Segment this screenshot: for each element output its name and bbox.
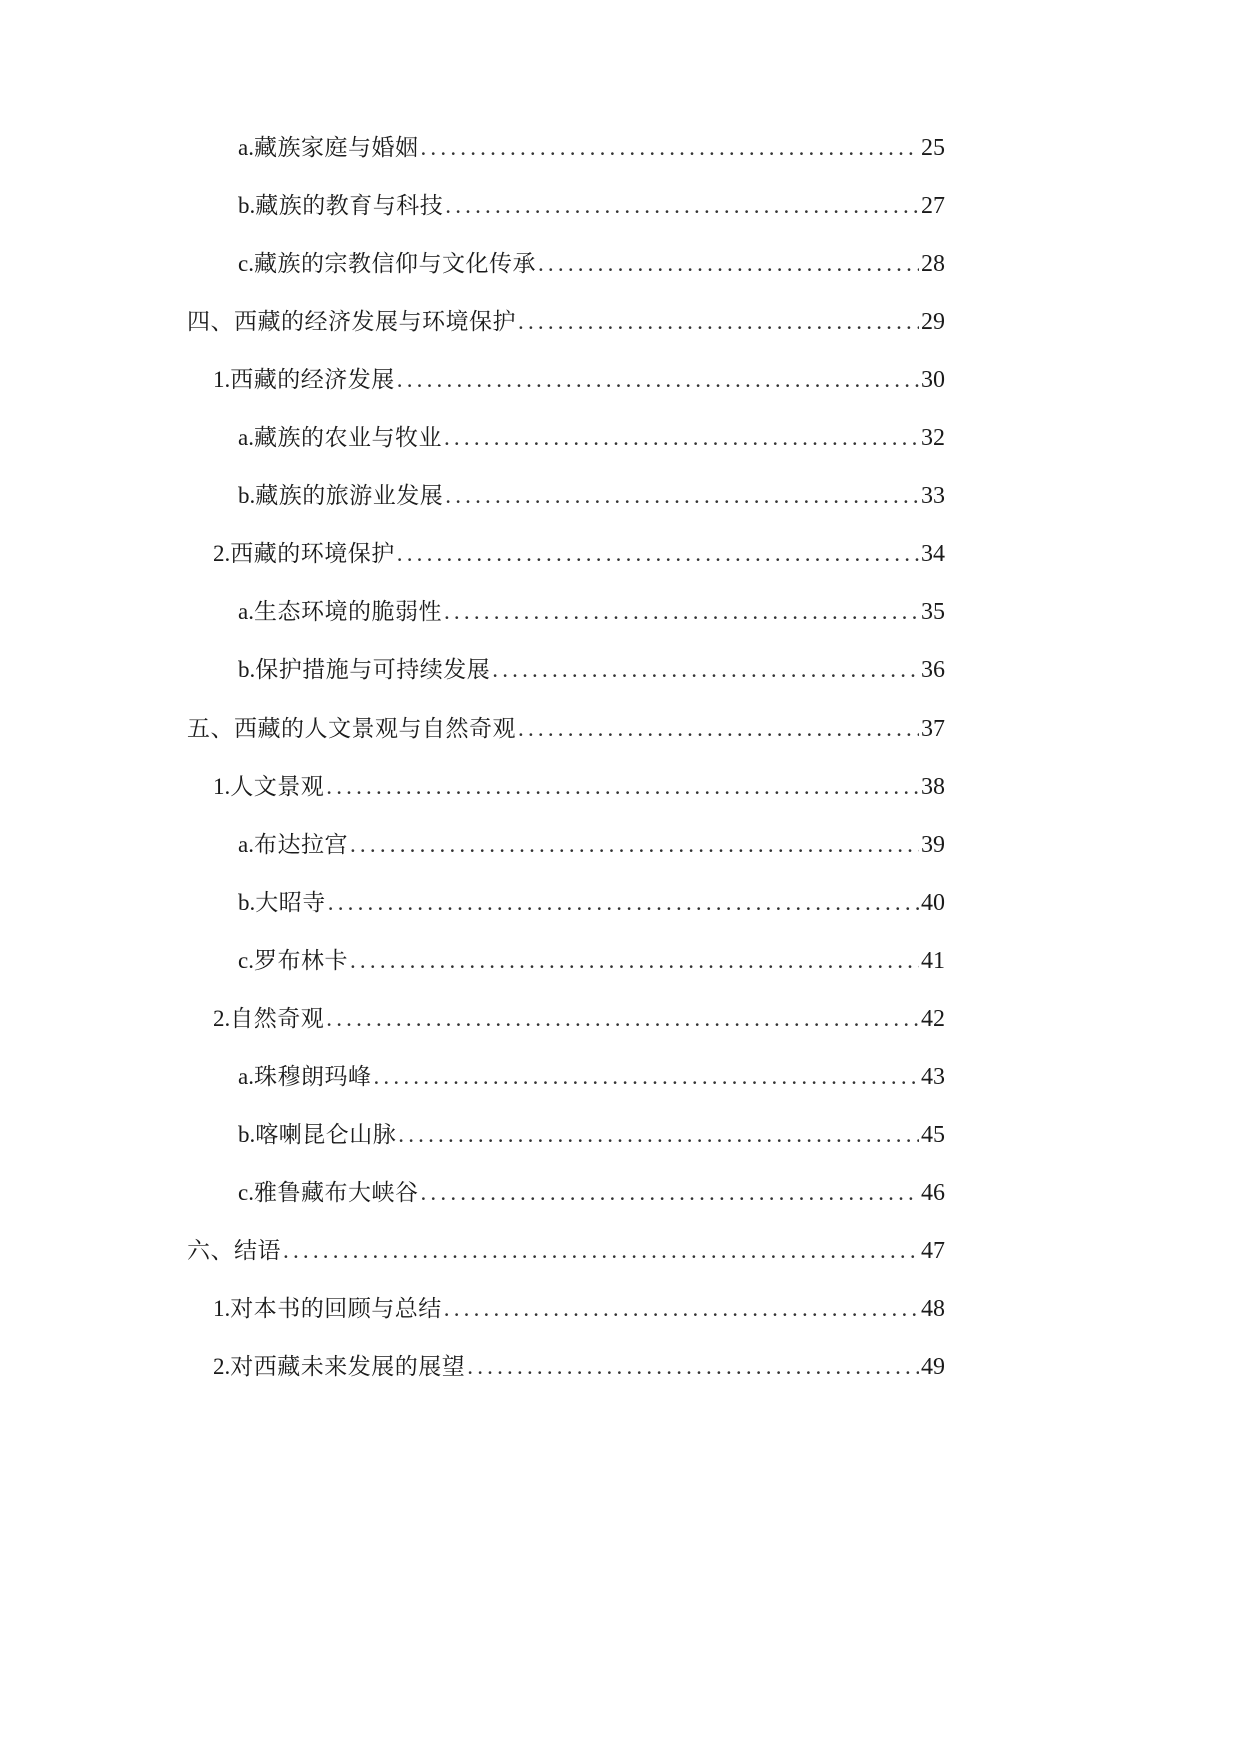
toc-dot-leader <box>445 476 919 516</box>
toc-page-number: 43 <box>921 1064 945 1090</box>
toc-page-number: 46 <box>921 1180 945 1206</box>
toc-subsection-entry[interactable] <box>238 592 945 632</box>
toc-page-number: 36 <box>921 657 945 683</box>
toc-entry-title: 四、西藏的经济发展与环境保护 <box>187 309 516 335</box>
toc-entry-marker: b. <box>238 890 256 915</box>
toc-section-entry[interactable] <box>213 999 945 1039</box>
toc-subsection-entry[interactable] <box>238 128 945 168</box>
toc-dot-leader <box>444 418 919 458</box>
toc-page-number: 33 <box>921 483 945 509</box>
toc-page-number: 32 <box>921 425 945 451</box>
toc-entry-marker: b. <box>238 483 256 508</box>
toc-dot-leader <box>420 1173 919 1213</box>
toc-page-number: 39 <box>921 832 945 858</box>
toc-page-number: 37 <box>921 716 945 742</box>
toc-page-number: 48 <box>921 1296 945 1322</box>
toc-entry-title: 保护措施与可持续发展 <box>255 657 491 683</box>
toc-page-number: 49 <box>921 1354 945 1380</box>
toc-entry-marker: 1. <box>213 367 231 392</box>
toc-entry-title: 对本书的回顾与总结 <box>230 1296 442 1322</box>
toc-chapter-entry[interactable] <box>187 302 945 342</box>
toc-entry-marker: 2. <box>213 1354 231 1379</box>
toc-page-number: 34 <box>921 541 945 567</box>
toc-subsection-entry[interactable] <box>238 825 945 865</box>
toc-entry-marker: a. <box>238 135 254 160</box>
toc-dot-leader <box>397 534 919 574</box>
toc-dot-leader <box>283 1231 919 1271</box>
toc-entry-marker: 1. <box>213 1296 231 1321</box>
toc-entry-title: 自然奇观 <box>230 1006 325 1032</box>
toc-subsection-entry[interactable] <box>238 1057 945 1097</box>
toc-subsection-entry[interactable] <box>238 941 945 981</box>
toc-page-number: 28 <box>921 251 945 277</box>
toc-dot-leader <box>420 128 919 168</box>
toc-dot-leader <box>326 999 919 1039</box>
toc-entry-marker: 2. <box>213 541 231 566</box>
toc-entry-marker: 2. <box>213 1006 231 1031</box>
toc-entry-title: 藏族的农业与牧业 <box>253 425 442 451</box>
toc-chapter-entry[interactable] <box>187 1231 945 1271</box>
toc-subsection-entry[interactable] <box>238 650 945 690</box>
toc-subsection-entry[interactable] <box>238 418 945 458</box>
toc-dot-leader <box>492 650 919 690</box>
toc-subsection-entry[interactable] <box>238 244 945 284</box>
toc-entry-marker: 1. <box>213 774 231 799</box>
toc-page-number: 35 <box>921 599 945 625</box>
toc-dot-leader <box>518 302 919 342</box>
toc-page-number: 40 <box>921 890 945 916</box>
toc-dot-leader <box>398 1115 919 1155</box>
toc-dot-leader <box>467 1347 919 1387</box>
toc-subsection-entry[interactable] <box>238 186 945 226</box>
toc-entry-title: 喀喇昆仑山脉 <box>255 1122 397 1148</box>
toc-entry-marker: a. <box>238 425 254 450</box>
toc-dot-leader <box>445 186 919 226</box>
toc-dot-leader <box>444 1289 919 1329</box>
toc-page-number: 29 <box>921 309 945 335</box>
toc-page-number: 45 <box>921 1122 945 1148</box>
toc-subsection-entry[interactable] <box>238 476 945 516</box>
toc-entry-marker: a. <box>238 599 254 624</box>
toc-dot-leader <box>538 244 919 284</box>
toc-dot-leader <box>328 883 919 923</box>
toc-page-number: 27 <box>921 193 945 219</box>
toc-entry-title: 藏族的教育与科技 <box>255 193 444 219</box>
toc-entry-marker: a. <box>238 832 254 857</box>
toc-entry-title: 五、西藏的人文景观与自然奇观 <box>187 716 516 742</box>
toc-entry-title: 西藏的环境保护 <box>230 541 395 567</box>
toc-subsection-entry[interactable] <box>238 1173 945 1213</box>
toc-page-number: 38 <box>921 774 945 800</box>
toc-entry-title: 珠穆朗玛峰 <box>253 1064 372 1090</box>
toc-page-number: 30 <box>921 367 945 393</box>
toc-entry-title: 大昭寺 <box>255 890 326 916</box>
toc-entry-title: 藏族家庭与婚姻 <box>253 135 419 161</box>
toc-page-number: 47 <box>921 1238 945 1264</box>
toc-entry-marker: c. <box>238 1180 254 1205</box>
toc-entry-marker: c. <box>238 251 254 276</box>
toc-entry-title: 生态环境的脆弱性 <box>253 599 442 625</box>
toc-section-entry[interactable] <box>213 534 945 574</box>
toc-page-number: 41 <box>921 948 945 974</box>
toc-section-entry[interactable] <box>213 1289 945 1329</box>
toc-entry-marker: b. <box>238 1122 256 1147</box>
toc-section-entry[interactable] <box>213 767 945 807</box>
toc-page-number: 42 <box>921 1006 945 1032</box>
toc-subsection-entry[interactable] <box>238 1115 945 1155</box>
toc-entry-title: 布达拉宫 <box>253 832 348 858</box>
toc-section-entry[interactable] <box>213 360 945 400</box>
toc-entry-marker: c. <box>238 948 254 973</box>
toc-entry-title: 藏族的宗教信仰与文化传承 <box>253 251 536 277</box>
toc-section-entry[interactable] <box>213 1347 945 1387</box>
toc-dot-leader <box>444 592 919 632</box>
toc-entry-marker: b. <box>238 193 256 218</box>
toc-dot-leader <box>373 1057 919 1097</box>
toc-dot-leader <box>350 825 919 865</box>
toc-subsection-entry[interactable] <box>238 883 945 923</box>
toc-entry-title: 西藏的经济发展 <box>230 367 395 393</box>
toc-entry-title: 对西藏未来发展的展望 <box>230 1354 466 1380</box>
toc-dot-leader <box>518 709 919 749</box>
toc-dot-leader <box>397 360 919 400</box>
toc-entry-marker: a. <box>238 1064 254 1089</box>
toc-entry-title: 六、结语 <box>187 1238 281 1264</box>
toc-dot-leader <box>326 767 919 807</box>
toc-entry-title: 藏族的旅游业发展 <box>255 483 444 509</box>
toc-entry-title: 雅鲁藏布大峡谷 <box>253 1180 419 1206</box>
toc-entry-title: 罗布林卡 <box>253 948 348 974</box>
toc-entry-marker: b. <box>238 657 256 682</box>
toc-entry-title: 人文景观 <box>230 774 325 800</box>
toc-dot-leader <box>350 941 919 981</box>
toc-page-number: 25 <box>921 135 945 161</box>
toc-chapter-entry[interactable] <box>187 709 945 749</box>
